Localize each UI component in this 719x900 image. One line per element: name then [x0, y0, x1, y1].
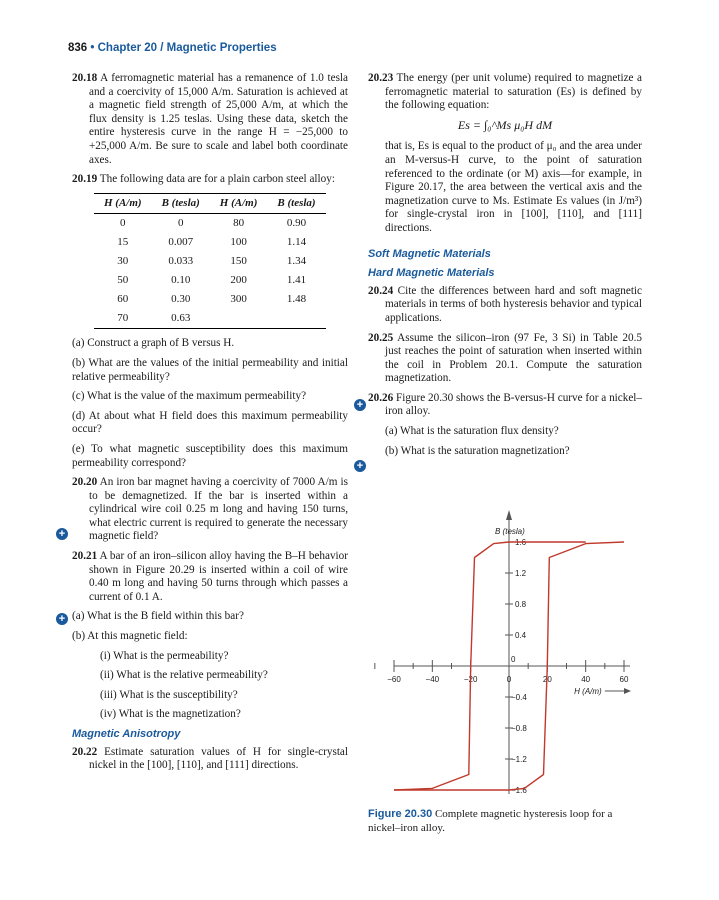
section-heading-anisotropy: Magnetic Anisotropy	[72, 728, 181, 740]
problem-number: 20.19	[72, 173, 98, 186]
table-cell: 200	[230, 274, 247, 287]
table-row	[94, 290, 326, 309]
page-number: 836	[68, 42, 88, 54]
figure-label: Figure 20.30	[368, 808, 433, 820]
table-cell: 15	[117, 236, 129, 249]
problem-20-26	[368, 392, 642, 419]
plus-icon: +	[56, 613, 68, 625]
problem-20-26-b: (b) What is the saturation magnetization?	[385, 444, 570, 457]
problem-20-21-b-iv: (iv) What is the magnetization?	[100, 708, 241, 721]
x-tick-label: −40	[425, 675, 440, 684]
figure-caption	[368, 808, 644, 835]
header-dot: •	[90, 42, 95, 54]
table-cell: 30	[117, 255, 129, 268]
chapter-label: Chapter 20	[97, 42, 158, 54]
table-header: B (tesla)	[267, 193, 325, 214]
table-cell: 0.30	[171, 293, 191, 306]
y-tick-label: 0.4	[515, 631, 527, 640]
problem-20-20	[72, 476, 348, 544]
chapter-title: Magnetic Properties	[166, 42, 277, 54]
table-cell: 1.48	[286, 293, 307, 306]
problem-20-21-b-i: (i) What is the permeability?	[100, 649, 229, 662]
x-tick-label: 20	[542, 675, 552, 684]
plus-icon: +	[56, 528, 68, 540]
problem-20-19-b: (b) What are the values of the initial permeability and initial relative permeability?	[72, 356, 348, 383]
y-tick-label: −1.6	[511, 786, 527, 795]
table-cell: 80	[233, 217, 245, 230]
x-tick-label: −60	[387, 675, 401, 684]
y-tick-label: 1.6	[515, 538, 527, 547]
problem-text: The following data are for a plain carbon steel alloy:	[99, 173, 335, 186]
problem-20-23	[368, 72, 642, 113]
y-tick-label: 0.8	[515, 600, 527, 609]
problem-number: 20.22	[72, 745, 98, 758]
problem-number: 20.25	[368, 331, 394, 344]
problem-text: A ferromagnetic material has a remanence of 1.0 tesla and a coercivity of 15,000 A/m. Saturation is achieved at a magnetic field strength of 25,000 A/m, at which the flux density is 1.25 teslas. Using these data, sketch the entire hysteresis curve in the range H = −25,000 to +25,000 A/m. Be sure to scale and label both coordinate axes.	[89, 72, 348, 166]
problem-20-25	[368, 332, 642, 386]
problem-20-19	[72, 173, 348, 187]
y-axis-label: B (tesla)	[495, 527, 525, 536]
y-tick-label: 1.2	[515, 569, 527, 578]
table-row	[94, 309, 326, 329]
table-cell: 0.90	[286, 217, 307, 230]
energy-equation: Es = ∫₀^Ms μ₀H dM	[457, 117, 553, 132]
problem-text: The energy (per unit volume) required to magnetize a ferromagnetic material to saturation (Es) is defined by the following equation:	[385, 72, 642, 112]
table-cell: 1.41	[286, 274, 307, 287]
table-header: H (A/m)	[210, 193, 268, 214]
left-column	[72, 72, 348, 779]
chart-axes	[375, 510, 631, 795]
problem-20-21-b-ii: (ii) What is the relative permeability?	[100, 669, 268, 682]
problem-20-21-b: (b) At this magnetic field:	[72, 630, 188, 643]
problem-number: 20.20	[72, 476, 98, 489]
table-cell: 0	[120, 217, 126, 230]
table-cell: 0.033	[168, 255, 194, 268]
y-axis-arrow	[506, 510, 512, 520]
section-heading-soft: Soft Magnetic Materials	[368, 247, 491, 260]
caption-text: Complete magnetic hysteresis loop for a nickel–iron alloy.	[368, 808, 613, 834]
section-heading-hard: Hard Magnetic Materials	[368, 267, 495, 280]
page-header	[68, 42, 277, 54]
problem-text: Assume the silicon–iron (97 Fe, 3 Si) in Table 20.5 just reaches the point of saturation when inserted within the coil in Problem 20.1. Compute the saturation magnetization.	[385, 331, 642, 385]
table-cell	[210, 309, 268, 329]
table-row	[94, 252, 326, 271]
table-cell: 1.34	[286, 255, 307, 268]
x-tick-label: 40	[581, 675, 591, 684]
table-row	[94, 233, 326, 252]
problem-20-26-a: (a) What is the saturation flux density?	[385, 425, 559, 438]
problem-number: 20.23	[368, 72, 394, 84]
problem-number: 20.21	[72, 550, 98, 563]
plus-icon: +	[354, 399, 366, 411]
table-cell: 150	[230, 255, 247, 268]
table-cell: 1.14	[286, 236, 307, 249]
x-tick-label: 60	[619, 675, 629, 684]
y-tick-label: −0.8	[511, 724, 527, 733]
problem-text: Cite the differences between hard and soft magnetic materials in terms of both hysteresis behavior and typical applications.	[385, 284, 643, 324]
problem-text: Figure 20.30 shows the B-versus-H curve for a nickel–iron alloy.	[385, 391, 642, 418]
problem-20-23-cont: that is, Es is equal to the product of μ₀ and the area under an M-versus-H curve, to the point of saturation referenced to the ordinate (or M) axis—for example, in Figure 20.17, the area between the vertical axis and the magnetization curve to Ms. Estimate Es values (in J/m³) for single-crystal iron in [100], [110], and [111] directions.	[385, 140, 642, 234]
table-cell: 60	[117, 293, 129, 306]
hysteresis-chart	[370, 500, 650, 800]
table-header: B (tesla)	[152, 193, 210, 214]
table-cell: 0.63	[171, 312, 191, 325]
right-column	[368, 72, 642, 464]
x-axis-label: H (A/m)	[574, 687, 602, 696]
table-cell: 300	[230, 293, 247, 306]
table-header: H (A/m)	[94, 193, 152, 214]
problem-number: 20.26	[368, 391, 394, 404]
problem-20-21-a: (a) What is the B field within this bar?	[72, 610, 244, 623]
y-tick-label: −1.2	[511, 755, 527, 764]
table-row	[94, 214, 326, 234]
problem-20-24	[368, 285, 642, 326]
problem-20-19-d: (d) At about what H field does this maximum permeability occur?	[72, 409, 348, 436]
problem-20-18	[72, 72, 348, 167]
table-cell: 0	[177, 217, 184, 230]
x-tick-label: 0	[506, 675, 512, 684]
problem-number: 20.18	[72, 72, 98, 84]
table-cell: 70	[117, 312, 129, 325]
y-tick-label: −0.4	[511, 693, 527, 702]
problem-20-19-a: (a) Construct a graph of B versus H.	[72, 337, 235, 350]
problem-20-22	[72, 746, 348, 773]
y-tick-label: 0	[511, 655, 516, 664]
problem-20-21	[72, 550, 348, 604]
problem-text: An iron bar magnet having a coercivity of 7000 A/m is to be demagnetized. If the bar is inserted within a cylindrical wire coil 0.25 m long and having 150 turns, what electric current is required to generate the necessary magnetic field?	[89, 476, 348, 543]
x-label-arrowhead	[624, 688, 631, 694]
table-cell	[267, 309, 325, 329]
plus-icon: +	[354, 460, 366, 472]
problem-text: Estimate saturation values of H for single-crystal nickel in the [100], [110], and [111] directions.	[89, 745, 349, 772]
problem-text: A bar of an iron–silicon alloy having the B–H behavior shown in Figure 20.29 is inserted within a coil of wire 0.40 m long and having 50 turns through which passes a current of 0.1 A.	[89, 550, 348, 603]
x-tick-label: −20	[463, 675, 478, 684]
table-cell: 0.10	[171, 274, 191, 287]
data-table	[94, 193, 326, 330]
header-slash: /	[160, 42, 164, 54]
table-cell: 0.007	[168, 236, 194, 249]
problem-20-19-e: (e) To what magnetic susceptibility does this maximum permeability correspond?	[72, 442, 348, 469]
problem-number: 20.24	[368, 284, 394, 297]
table-row	[94, 271, 326, 290]
table-cell: 100	[230, 236, 247, 249]
problem-20-19-c: (c) What is the value of the maximum permeability?	[72, 390, 307, 403]
problem-20-21-b-iii: (iii) What is the susceptibility?	[100, 688, 238, 701]
table-cell: 50	[117, 274, 129, 287]
